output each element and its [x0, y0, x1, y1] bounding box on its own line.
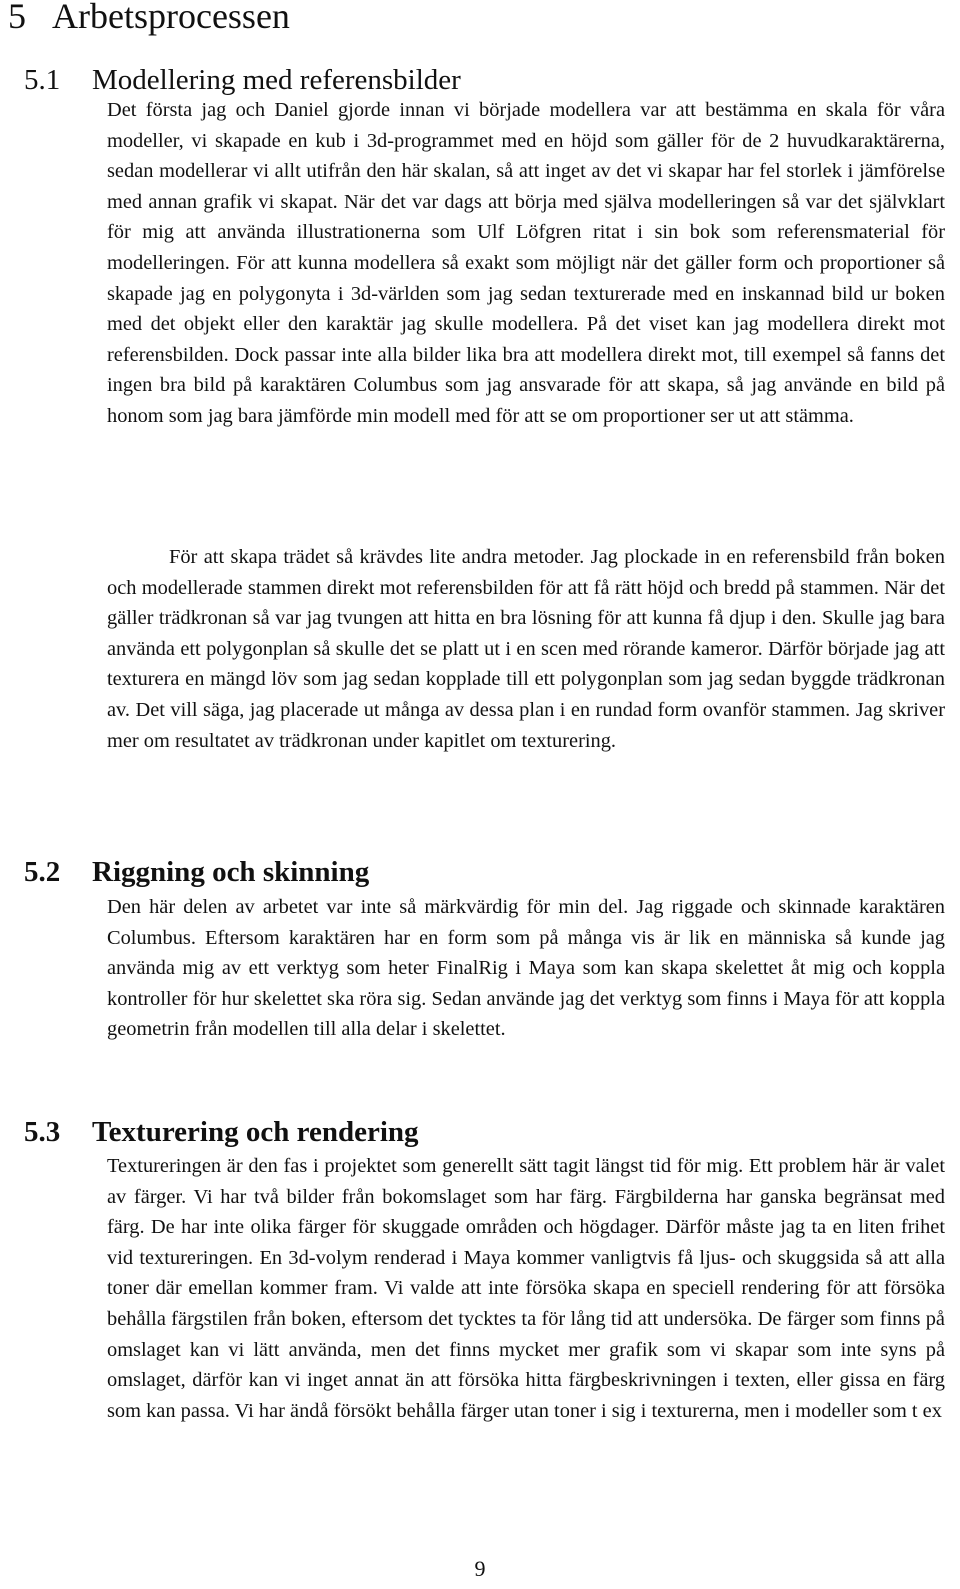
chapter-title: Arbetsprocessen — [52, 0, 290, 36]
section-title: Modellering med referensbilder — [92, 64, 461, 96]
section-title: Texturering och rendering — [92, 1116, 419, 1148]
section-heading-5-2 — [24, 854, 369, 890]
section-number: 5.3 — [24, 1116, 61, 1148]
section-heading-5-1 — [24, 62, 461, 98]
section-number: 5.1 — [24, 64, 61, 96]
body-paragraph: Den här delen av arbetet var inte så märkvärdig för min del. Jag riggade och skinnade karaktären Columbus. Eftersom karaktären har en form som på många vis är lik en människa så kunde jag använda mig av ett verktyg som heter FinalRig i Maya som kan skapa skelettet åt mig och koppla kontroller för hur skelettet ska röra sig. Sedan använde jag det verktyg som finns i Maya för att koppla geometrin från modellen till alla delar i skelettet. — [107, 896, 945, 1041]
chapter-number: 5 — [8, 0, 26, 36]
page-number: 9 — [474, 1556, 486, 1581]
body-paragraph: För att skapa trädet så krävdes lite andra metoder. Jag plockade in en referensbild från boken och modellerade stammen direkt mot referensbilden för att få rätt höjd och bredd på stammen. När det gäller trädkronan så var jag tvungen att hitta en bra lösning för att kunna få djup i den. Skulle jag bara använda ett polygonplan så skulle det se platt ut i en scen med rörande kameror. Därför började jag att texturera en mängd löv som jag sedan kopplade till ett polygonplan som jag sedan byggde trädkronan av. Det vill säga, jag placerade ut många av dessa plan i en rundad form ovanför stammen. Jag skriver mer om resultatet av trädkronan under kapitlet om texturering. — [107, 546, 945, 752]
section-number: 5.2 — [24, 856, 61, 888]
section-heading-5-3 — [24, 1114, 419, 1150]
chapter-heading — [8, 0, 290, 36]
body-paragraph: Det första jag och Daniel gjorde innan vi började modellera var att bestämma en skala för våra modeller, vi skapade en kub i 3d-programmet med en höjd som gäller för de 2 huvudkaraktärerna, sedan modellerar vi allt utifrån den här skalan, så att inget av det vi skapar har fel storlek i jämförelse med annan grafik vi skapat. När det var dags att börja med själva modelleringen så var det självklart för mig att använda illustrationerna som Ulf Löfgren ritat i sin bok som referensmaterial för modelleringen. För att kunna modellera så exakt som möjligt när det gäller form och proportioner så skapade jag en polygonyta i 3d-världen som jag sedan texturerade med en inskannad bild ur boken med det objekt eller den karaktär jag skulle modellera. På det viset kan jag modellera direkt mot referensbilden. Dock passar inte alla bilder lika bra att modellera direkt mot, till exempel så fanns det ingen bra bild på karaktären Columbus som jag ansvarade för att skapa, så jag använde en bild på honom som jag bara jämförde min modell med för att se om proportioner ser ut att stämma. — [107, 99, 945, 427]
section-title: Riggning och skinning — [92, 856, 370, 888]
body-paragraph: Textureringen är den fas i projektet som generellt sätt tagit längst tid för mig. Ett problem här är valet av färger. Vi har två bilder från bokomslaget som har färg. Färgbilderna har ganska begränsat med färg. De har inte olika färger för skuggade områden och högdager. Därför måste jag ta en liten frihet vid textureringen. En 3d-volym renderad i Maya kommer vanligtvis få ljus- och skuggsida så att alla toner där emellan kommer fram. Vi valde att inte försöka skapa en speciell rendering för att försöka behålla färgstilen från boken, eftersom det tycktes ta för lång tid att undersöka. De färger som finns på omslaget kan vi lätt använda, men det finns mycket mer grafik som vi skapar som inte syns på omslaget, därför kan vi inget annat än att försöka hitta färgbeskrivningen i texten, eller gissa en färg som kan passa. Vi har ändå försökt behålla färger utan toner i sig i texturerna, men i modeller som t ex — [107, 1155, 945, 1422]
